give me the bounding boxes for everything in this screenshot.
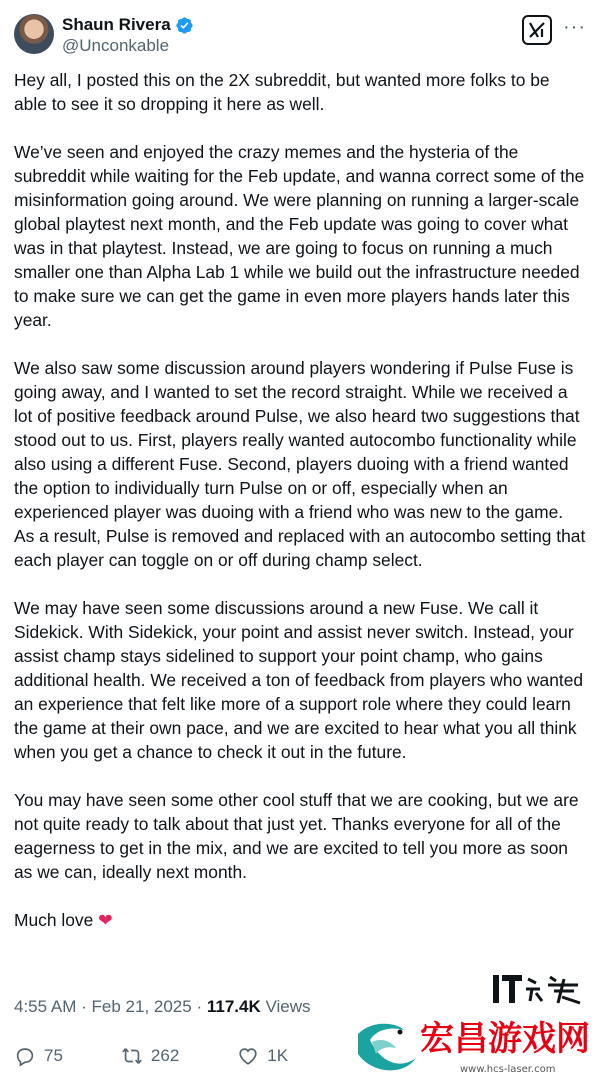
post-time[interactable]: 4:55 AM <box>14 997 77 1016</box>
post-paragraph-4: We may have seen some discussions around a new Fuse. We call it Sidekick. With Sidekick, your point and assist never switch. Instead, your assist champ stays sidelined to support your point champ, who gains additional health. We received a ton of feedback from players who wanted an experience that felt like more of a support role where they could learn the game at their own pace, and we are excited to hear what you all think when you get a chance to check it out in the future. <box>14 598 584 762</box>
author-name[interactable]: Shaun Rivera <box>62 15 171 34</box>
meta-separator: · <box>196 997 203 1016</box>
verified-badge-icon <box>175 16 194 35</box>
like-button[interactable] <box>237 1045 288 1067</box>
like-count: 1K <box>267 1046 289 1065</box>
post-paragraph-3: We also saw some discussion around players wondering if Pulse Fuse is going away, and I wanted to set the record straight. While we received a lot of positive feedback around Pulse, we also heard two suggestions that stood out to us. First, players really wanted autocombo functionality while also using a different Fuse. Second, players duoing with a friend wanted the option to individually turn Pulse on or off, especially when an experienced player was duoing with a friend who was new to the game. As a result, Pulse is removed and replaced with an autocombo setting that each player can toggle on or off during champ select. <box>14 358 586 570</box>
author-name-row[interactable] <box>62 15 194 35</box>
reply-button[interactable] <box>14 1045 63 1067</box>
reply-icon <box>14 1045 36 1067</box>
it-home-watermark-logo <box>492 969 584 1009</box>
views-count: 117.4K <box>206 997 261 1016</box>
post-closing <box>14 908 586 932</box>
heart-emoji-icon: ❤ <box>98 910 113 930</box>
post-paragraph-2: We’ve seen and enjoyed the crazy memes and the hysteria of the subreddit while waiting for the Feb update, and wanna correct some of the misinformation going around. We were planning on running a larger-scale global playtest next month, and the Feb update was going to cover what was in that playtest. Instead, we are going to focus on running a much smaller one than Alpha Lab 1 while we build out the infrastructure needed to make sure we can get the game in even more players hands later this year. <box>14 142 585 330</box>
site-watermark-logo <box>350 1012 600 1080</box>
post-text <box>14 68 586 956</box>
heart-icon <box>237 1045 259 1067</box>
avatar[interactable] <box>14 14 54 54</box>
site-url-text: www.hcs-laser.com <box>460 1064 556 1075</box>
views-label: Views <box>265 997 311 1016</box>
closing-text: Much love <box>14 910 94 930</box>
action-bar <box>14 1042 346 1070</box>
grok-glyph-icon <box>527 20 547 40</box>
more-options-icon[interactable]: ··· <box>563 16 586 38</box>
post-date[interactable]: Feb 21, 2025 <box>91 997 192 1016</box>
post-paragraph-5: You may have seen some other cool stuff that we are cooking, but we are not quite ready to talk about that just yet. Thanks everyone for all of the eagerness to get in the mix, and we are excited to tell you more as soon as we can, ideally next month. <box>14 790 579 882</box>
meta-separator: · <box>81 997 87 1016</box>
repost-count: 262 <box>150 1046 180 1065</box>
reply-count: 75 <box>44 1046 63 1065</box>
post-meta <box>14 995 311 1019</box>
grok-icon[interactable] <box>522 15 552 45</box>
author-handle[interactable]: @Unconkable <box>62 36 170 55</box>
repost-button[interactable] <box>121 1045 179 1067</box>
post-paragraph-1: Hey all, I posted this on the 2X subreddit, but wanted more folks to be able to see it so dropping it here as well. <box>14 70 550 114</box>
repost-icon <box>121 1045 143 1067</box>
post-header <box>14 14 586 58</box>
site-name-text: 宏昌游戏网 <box>420 1019 590 1059</box>
